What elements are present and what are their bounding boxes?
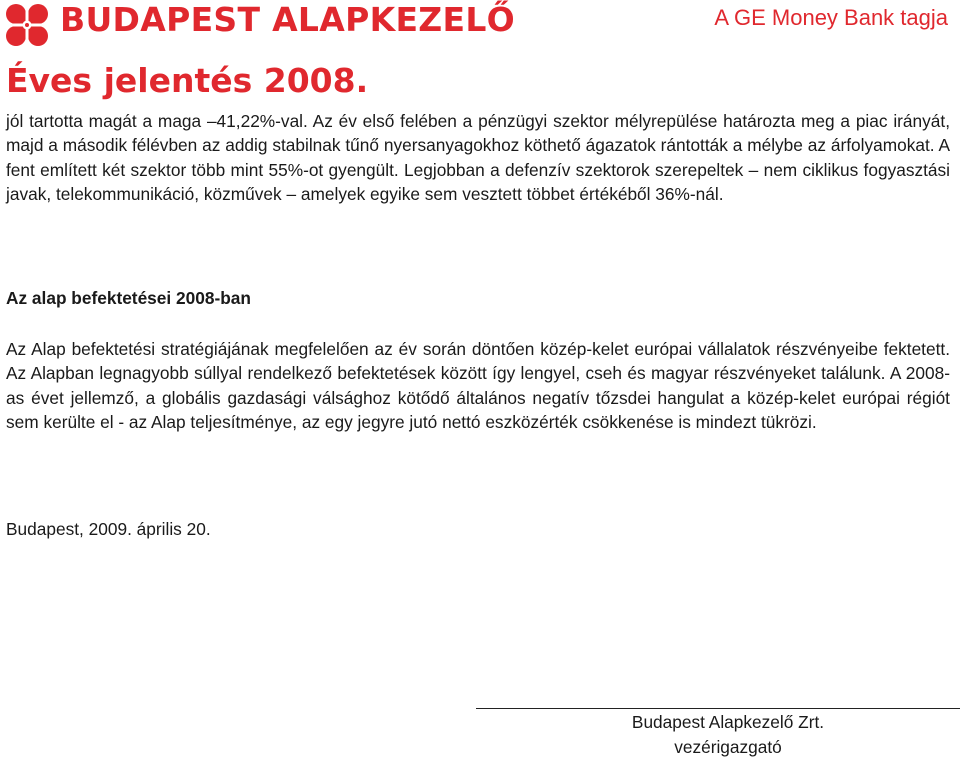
- signature-role: vezérigazgató: [674, 737, 782, 757]
- dateline: Budapest, 2009. április 20.: [6, 519, 211, 539]
- budapest-logo-icon: [4, 2, 50, 48]
- paragraph-market-summary: jól tartotta magát a maga –41,22%-val. Az év első felében a pénzügyi szektor mélyrepülése határozta meg a piac irányát, majd a második félévben az addig stabilnak tűnő nyersanyagokhoz köthető ágazatok rántották a mélybe az árfolyamokat. A fent említett két szektor több mint 55%-ot gyengült. Legjobban a defenzív szektorok szerepeltek – nem ciklikus fogyasztási javak, telekommunikáció, közművek – amelyek egyike sem vesztett többet értékéből 36%-nál.: [6, 111, 950, 204]
- tagline: A GE Money Bank tagja: [714, 5, 948, 30]
- section-heading-investments: Az alap befektetései 2008-ban: [6, 288, 251, 308]
- signature-company: Budapest Alapkezelő Zrt.: [631, 712, 825, 732]
- report-title: Éves jelentés 2008.: [6, 61, 369, 100]
- signature-block: [476, 710, 960, 760]
- logo-wordmark: BUDAPEST ALAPKEZELŐ: [60, 0, 516, 39]
- paragraph-investments: Az Alap befektetési stratégiájának megfelelően az év során döntően közép-kelet európai vállalatok részvényeibe fektetett. Az Alapban legnagyobb súllyal rendelkező befektetések között így lengyel, cseh és magyar részvényeket találunk. A 2008-as évet jellemző, a globális gazdasági válsághoz kötődő általános negatív tőzsdei hangulat a közép-kelet európai régiót sem kerülte el - az Alap teljesítménye, az egy jegyre jutó nettó eszközérték csökkenése is mindezt tükrözi.: [6, 339, 950, 432]
- signature-line: [476, 708, 960, 709]
- page-header: [0, 0, 960, 50]
